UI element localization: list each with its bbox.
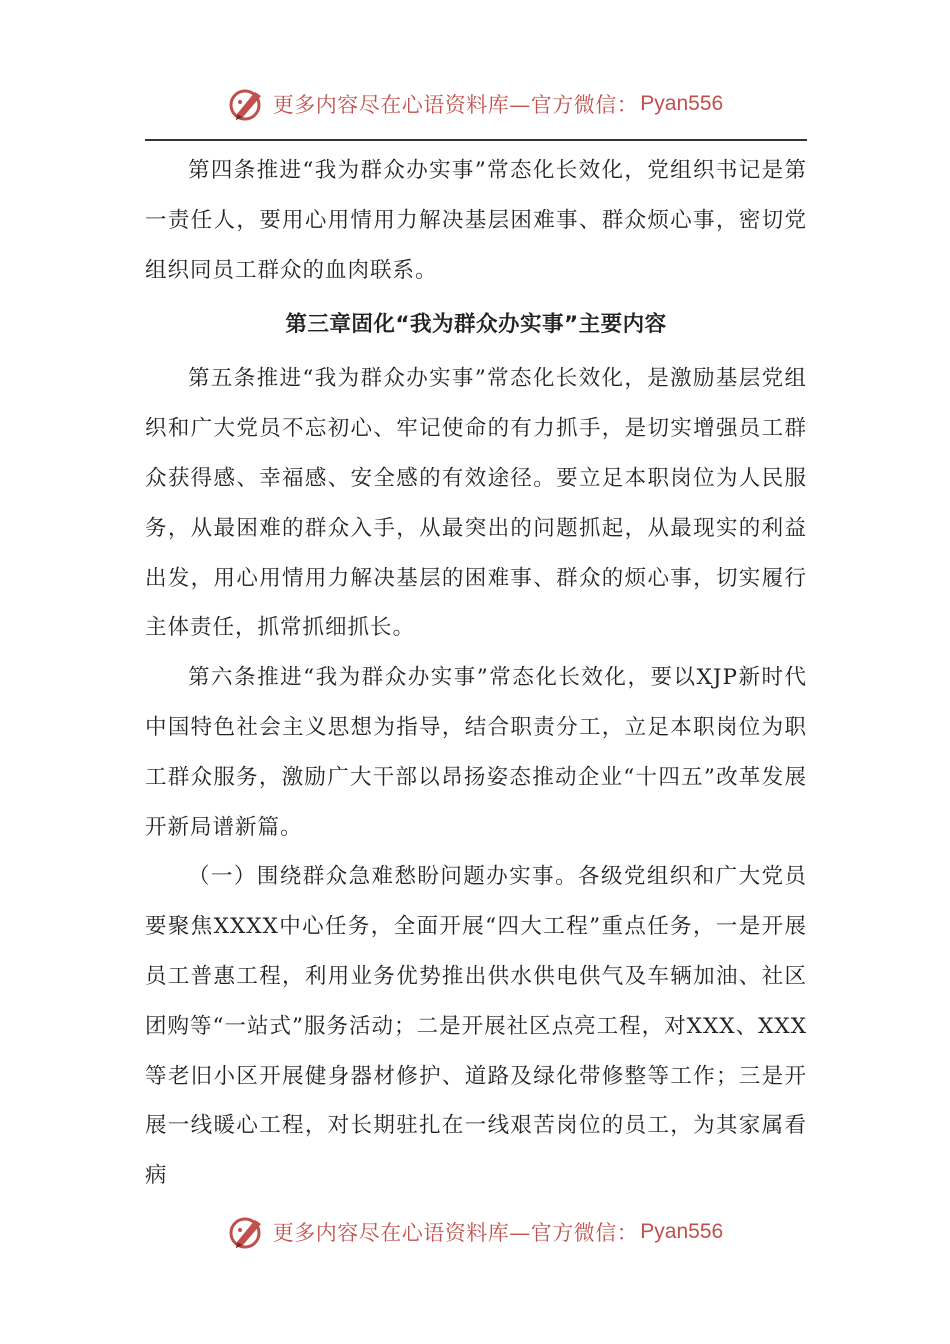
header-banner-text: 更多内容尽在心语资料库—官方微信： [272,93,639,117]
paragraph-item-1: （一）围绕群众急难愁盼问题办实事。各级党组织和广大党员要聚焦XXXX中心任务，全面开展“四大工程”重点任务，一是开展员工普惠工程，利用业务优势推出供水供电供气及车辆加油、社区团购等“一站式”服务活动；二是开展社区点亮工程，对XXX、XXX等老旧小区开展健身器材修护、道路及绿化带修整等工作；三是开展一线暖心工程，对长期驻扎在一线艰苦岗位的员工，为其家属看病 [145,864,807,1189]
paragraph-article-6: 第六条推进“我为群众办实事”常态化长效化，要以XJP新时代中国特色社会主义思想为指导，结合职责分工，立足本职岗位为职工群众服务，激励广大干部以昂扬姿态推动企业“十四五”改革发展开新局谱新篇。 [145,665,807,840]
pen-logo-icon [227,1212,267,1252]
header-wechat-id: Pyan556 [640,92,724,115]
chapter-heading: 第三章固化“我为群众办实事”主要内容 [285,312,667,338]
header-banner [0,80,950,128]
document-body [145,146,807,1201]
footer-wechat-id: Pyan556 [640,1220,724,1243]
paragraph-article-4: 第四条推进“我为群众办实事”常态化长效化，党组织书记是第一责任人，要用心用情用力解决基层困难事、群众烦心事，密切党组织同员工群众的血肉联系。 [145,158,807,283]
pen-logo-icon [227,84,267,124]
header-divider [145,139,807,141]
footer-banner [0,1208,950,1256]
footer-banner-text: 更多内容尽在心语资料库—官方微信： [272,1221,639,1245]
paragraph-article-5: 第五条推进“我为群众办实事”常态化长效化，是激励基层党组织和广大党员不忘初心、牢记使命的有力抓手，是切实增强员工群众获得感、幸福感、安全感的有效途径。要立足本职岗位为人民服务，从最困难的群众入手，从最突出的问题抓起，从最现实的利益出发，用心用情用力解决基层的困难事、群众的烦心事，切实履行主体责任，抓常抓细抓长。 [145,366,807,641]
